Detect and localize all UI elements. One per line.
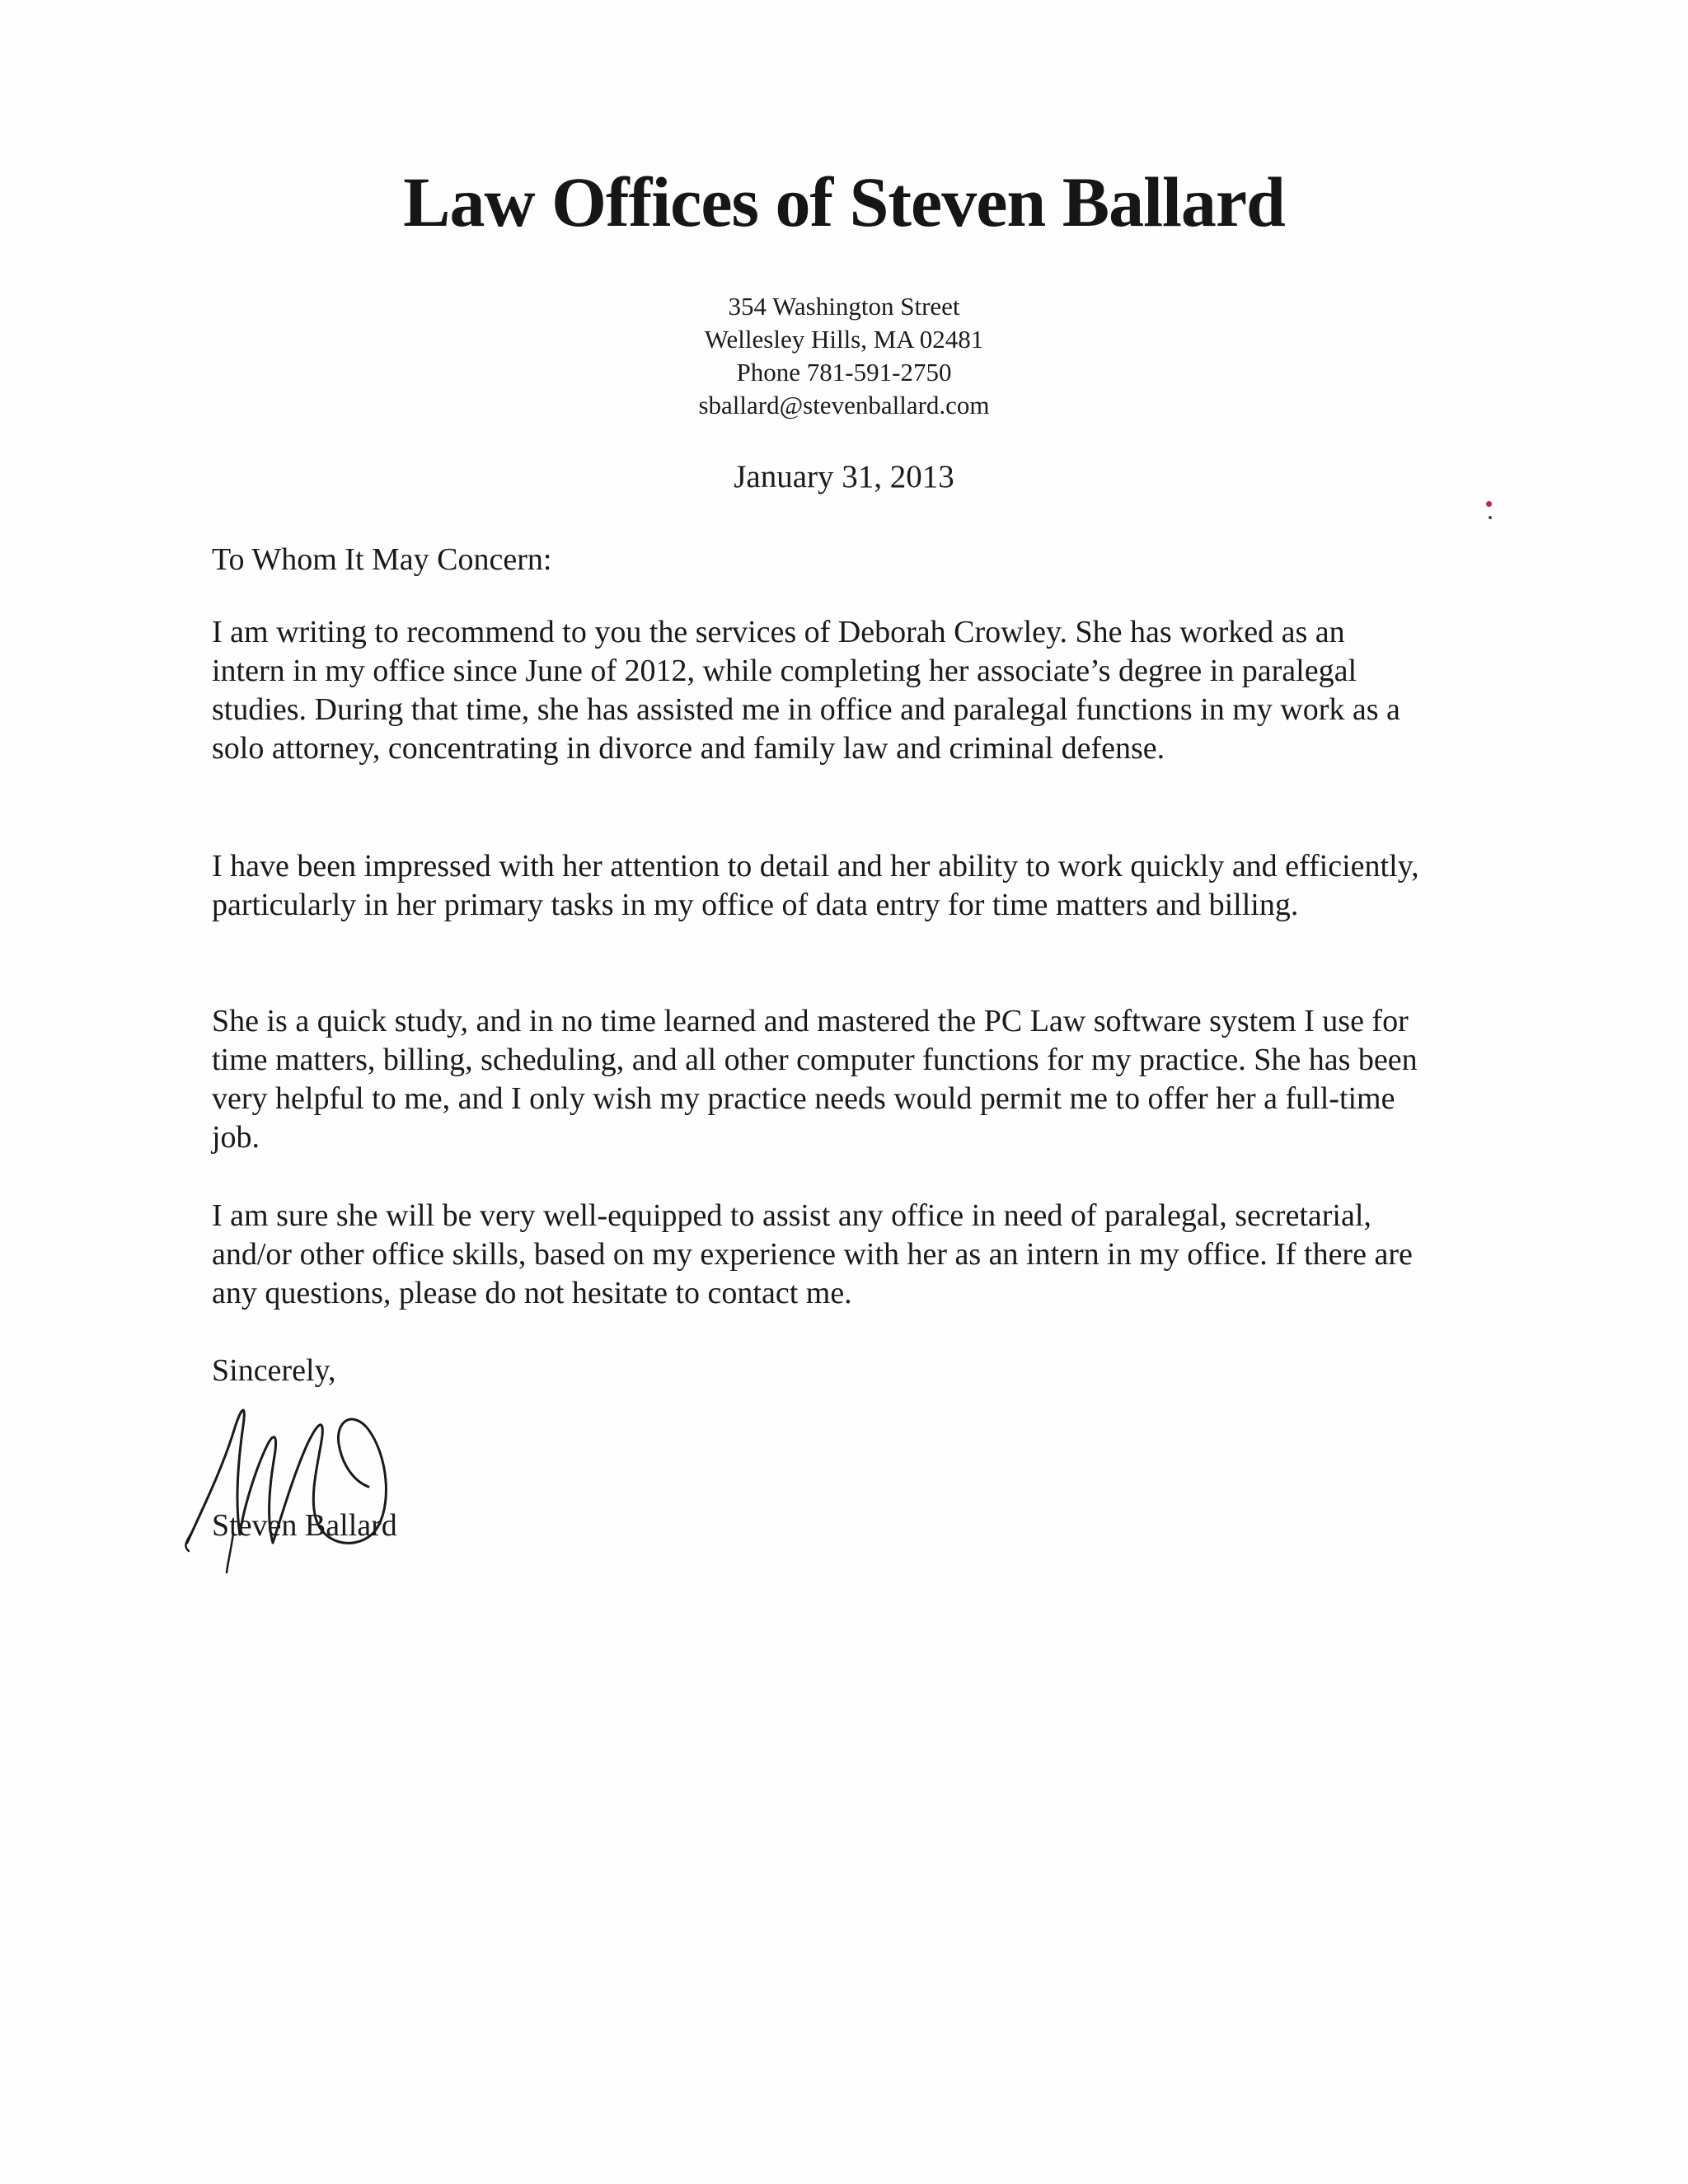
address-block [0, 290, 1688, 422]
ink-speck [1489, 516, 1492, 519]
phone-number: Phone 781-591-2750 [736, 358, 952, 387]
closing: Sincerely, [212, 1353, 336, 1388]
email-address: sballard@stevenballard.com [698, 391, 990, 419]
paragraph-2: I have been impressed with her attention to detail and her ability to work quickly and efficiently, particularly in her primary tasks in my office of data entry for time matters and billing. [212, 849, 1419, 922]
red-ink-mark [1486, 501, 1492, 507]
letter-date: January 31, 2013 [734, 459, 954, 494]
paragraph-4: I am sure she will be very well-equipped to assist any office in need of paralegal, secretarial, and/or other office skills, based on my experience with her as an intern in my office. If there are any questions, please do not hesitate to contact me. [212, 1198, 1413, 1310]
signer-name: Steven Ballard [212, 1508, 397, 1543]
paragraph-3: She is a quick study, and in no time learned and mastered the PC Law software system I use for time matters, billing, scheduling, and all other computer functions for my practice. She has been very helpful to me, and I only wish my practice needs would permit me to offer her a full-time job. [212, 1004, 1418, 1155]
address-street: 354 Washington Street [728, 292, 960, 321]
salutation: To Whom It May Concern: [212, 542, 552, 577]
handwritten-signature [177, 1378, 408, 1576]
paragraph-1: I am writing to recommend to you the services of Deborah Crowley. She has worked as an intern in my office since June of 2012, while completing her associate’s degree in paralegal studies. During that time, she has assisted me in office and paralegal functions in my work as a solo attorney, concentrating in divorce and family law and criminal defense. [212, 615, 1400, 766]
address-city: Wellesley Hills, MA 02481 [704, 325, 984, 354]
firm-name: Law Offices of Steven Ballard [403, 162, 1285, 241]
